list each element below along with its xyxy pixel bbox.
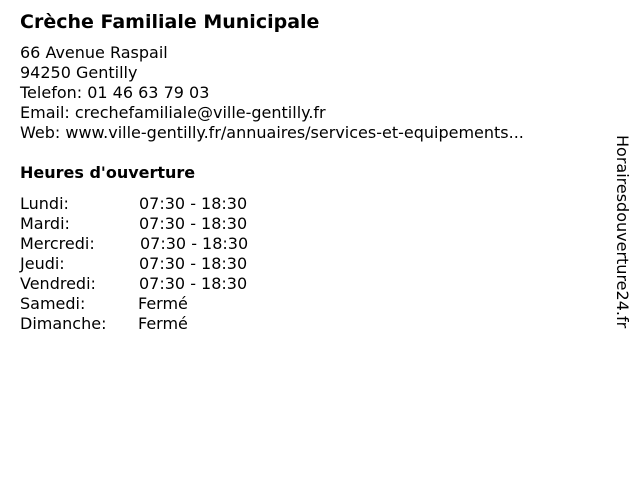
time-value: 07:30 - 18:30 xyxy=(139,194,248,213)
website-url: Web: www.ville-gentilly.fr/annuaires/services-et-equipements... xyxy=(20,123,524,142)
city-postal: 94250 Gentilly xyxy=(20,63,138,82)
time-value: Fermé xyxy=(138,314,188,333)
time-value: 07:30 - 18:30 xyxy=(139,274,248,293)
time-value: 07:30 - 18:30 xyxy=(139,254,248,273)
phone-number: Telefon: 01 46 63 79 03 xyxy=(20,83,210,102)
email-address: Email: crechefamiliale@ville-gentilly.fr xyxy=(20,103,326,122)
day-label: Mardi: xyxy=(20,214,70,233)
time-value: 07:30 - 18:30 xyxy=(139,214,248,233)
address-block xyxy=(20,43,524,143)
day-label: Vendredi: xyxy=(20,274,96,293)
street-address: 66 Avenue Raspail xyxy=(20,43,168,62)
day-label: Dimanche: xyxy=(20,314,107,333)
hours-heading: Heures d'ouverture xyxy=(20,163,196,182)
day-label: Lundi: xyxy=(20,194,69,213)
time-value: Fermé xyxy=(138,294,188,313)
day-label: Jeudi: xyxy=(20,254,65,273)
brand-watermark: Horairesdouverture24.fr xyxy=(613,135,632,329)
day-label: Mercredi: xyxy=(20,234,95,253)
page-title: Crèche Familiale Municipale xyxy=(20,11,320,33)
day-label: Samedi: xyxy=(20,294,86,313)
time-value: 07:30 - 18:30 xyxy=(140,234,249,253)
